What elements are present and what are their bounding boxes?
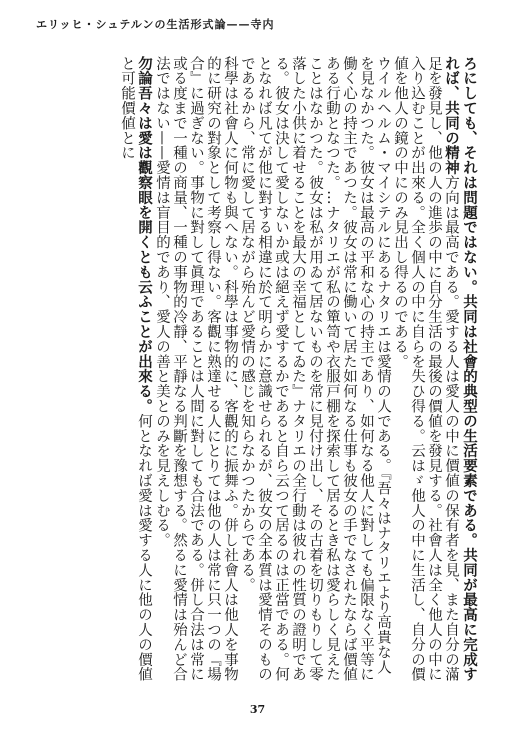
paragraph-2 <box>238 56 391 684</box>
emphasis-text: ろにしても、それは問題ではない。共同は社會的典型の生活要素である。共同が最高に完成すれば、共同の精神 <box>443 56 478 682</box>
paragraph-3 <box>153 56 238 684</box>
paragraph-text: 科學は社會人に何物も與へない。科學は事物的に、客觀的に振舞ふ。併し社會人は他人を事物的に研究の對象として考察し得ない。客觀に熟達せる人にとりては他の人は常に只一つの『場合』に過ぎない。事物に對して眞理であることは人間に對しても合法である。併し合法は常に或る度まで一種の商量、一種の事物的冷靜、平靜なる判斷を豫想する。然るに愛情は殆んど合法ではない——愛情は盲目的であり、愛人の善と美とのみを見えしむる。 <box>154 56 238 682</box>
paragraph-text: 何となれば愛は愛する人に他の人の價値と可能價値とに <box>119 56 152 682</box>
paragraph-text: 方向は最高である。愛する人は愛人の中に價値の保有者を見、また自分の滿足を發見し、他の人の進歩の中に自分生活の最後の價値を發見する。社會人は全く他人の中に入り込むことが出來る。全く個人の中に自らを失ひ得る。云はゞ他人の中に生活し、自分の價値を他人の鏡の中にのみ見出し得るのである。 <box>392 56 459 682</box>
emphasis-text: 勿論吾々は愛は觀察眼を開くとも云ふことが出來る。 <box>136 56 153 414</box>
body-text <box>40 56 478 684</box>
paragraph-text: ウイルヘルム・マイシテルにあるナタリエは愛情の人である。『吾々はナタリエより高貴な人を見なかつた。彼女は最高の平和な心の持主であり、如何なる他人に對しても偏限なく平等に働く心の持主であつた。彼女は常に働いて居た如何なる仕事も彼女の手でなされたならば價値ある行動となつた。…ナタリエが私の簞笥や衣服戸棚を探索して居るとき私は愛らしく見えたことはなかつた。彼女は私が用ゐて居ないものを常に見付け出し、その古着を切りもりして零落した小供に着せることを最大の幸福としてゐた』ナタリエの全行動は彼れの性質の證明である。彼女は決して愛しないか或は絕えず愛するかであると自ら云つて居るのは正當である。何となれば凡てが他に對する相違に於て明らかに意識せられるが、彼女の全本質は愛情そのものであるから、常に愛して居ながら殆んど愛情の感じを知らなかつたからである。 <box>239 56 391 682</box>
paragraph-4 <box>118 56 153 684</box>
paragraph-1 <box>391 56 478 684</box>
running-header: エリッヒ・シュテルンの生活形式論——寺内 <box>36 18 275 31</box>
page-number: 37 <box>249 703 266 716</box>
